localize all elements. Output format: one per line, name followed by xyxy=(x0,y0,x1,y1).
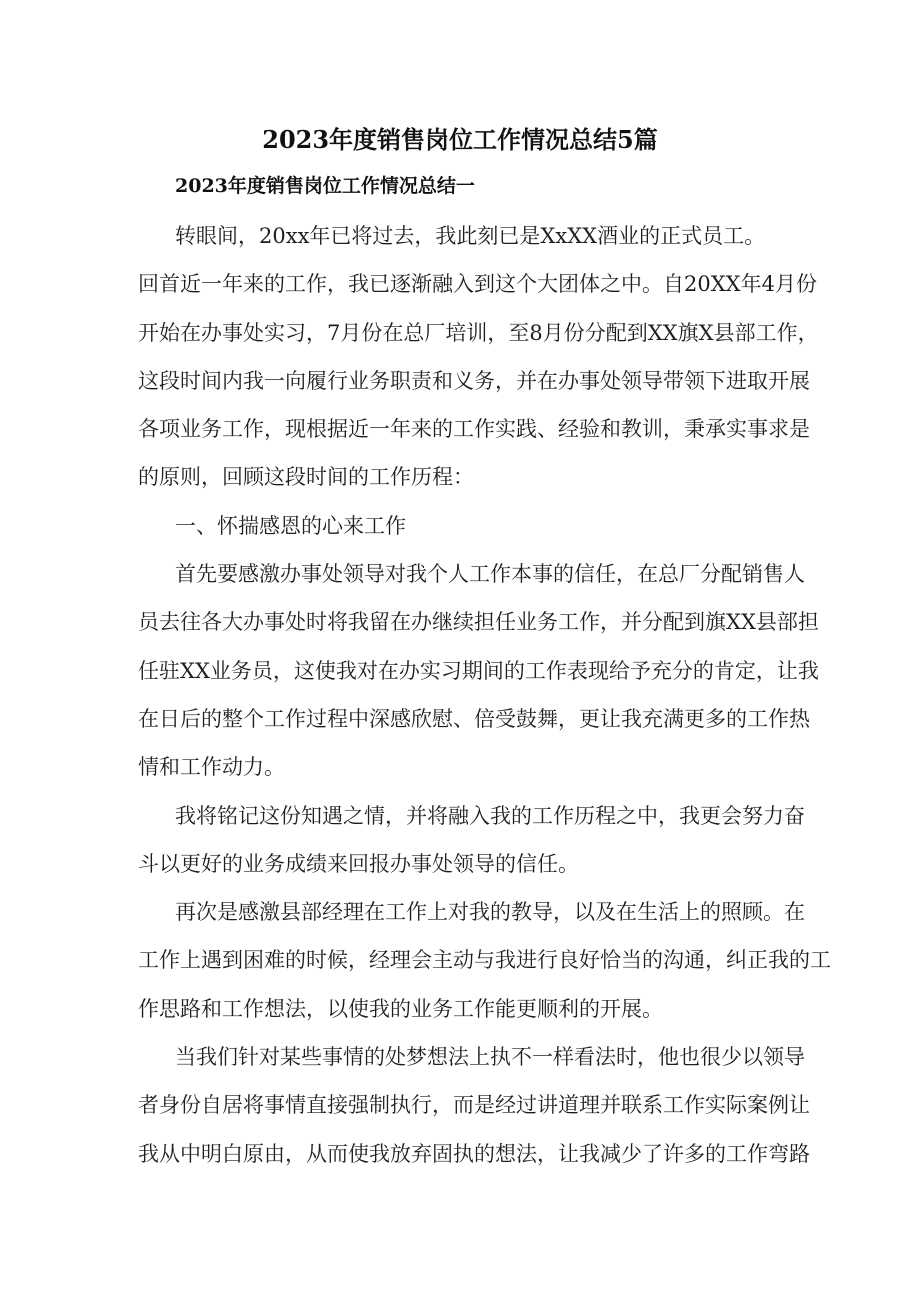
section-heading-line: 一、怀揣感恩的心来工作 xyxy=(175,513,406,538)
paragraph-line: 转眼间，20xx年已将过去，我此刻已是XxXX酒业的正式员工。 xyxy=(175,224,766,248)
paragraph-line: 开始在办事处实习，7月份在总厂培训，至8月份分配到XX旗X县部工作， xyxy=(138,320,819,345)
paragraph-line: 当我们针对某些事情的处梦想法上执不一样看法时，他也很少以领导 xyxy=(175,1045,805,1070)
section-heading: 2023年度销售岗位工作情况总结一 xyxy=(175,175,475,197)
paragraph-line: 者身份自居将事情直接强制执行，而是经过讲道理并联系工作实际案例让 xyxy=(138,1093,810,1118)
paragraph-line: 斗以更好的业务成绩来回报办事处领导的信任。 xyxy=(138,851,579,876)
paragraph-line: 作思路和工作想法，以使我的业务工作能更顺利的开展。 xyxy=(138,996,663,1021)
paragraph-line: 在日后的整个工作过程中深感欣慰、倍受鼓舞，更让我充满更多的工作热 xyxy=(138,706,810,731)
paragraph-line: 员去往各大办事处时将我留在办继续担任业务工作，并分配到旗XX县部担 xyxy=(138,610,819,635)
paragraph-line: 回首近一年来的工作，我已逐渐融入到这个大团体之中。自20XX年4月份 xyxy=(138,272,817,297)
paragraph-line: 的原则，回顾这段时间的工作历程： xyxy=(138,465,474,490)
paragraph-line: 我从中明白原由，从而使我放弃固执的想法，让我减少了许多的工作弯路 xyxy=(138,1141,810,1166)
paragraph-line: 首先要感激办事处领导对我个人工作本事的信任，在总厂分配销售人 xyxy=(175,562,805,587)
document-title: 2023年度销售岗位工作情况总结5篇 xyxy=(262,125,658,154)
paragraph-line: 各项业务工作，现根据近一年来的工作实践、经验和教训，秉承实事求是 xyxy=(138,417,810,442)
paragraph-line: 我将铭记这份知遇之情，并将融入我的工作历程之中，我更会努力奋 xyxy=(175,803,805,828)
paragraph-line: 这段时间内我一向履行业务职责和义务，并在办事处领导带领下进取开展 xyxy=(138,368,810,393)
document-body xyxy=(138,212,831,1178)
paragraph-line: 情和工作动力。 xyxy=(138,755,285,780)
paragraph-line: 任驻XX业务员，这使我对在办实习期间的工作表现给予充分的肯定，让我 xyxy=(138,658,819,683)
paragraph-line: 再次是感激县部经理在工作上对我的教导，以及在生活上的照顾。在 xyxy=(175,900,805,925)
paragraph-line: 工作上遇到困难的时候，经理会主动与我进行良好恰当的沟通，纠正我的工 xyxy=(138,948,831,973)
